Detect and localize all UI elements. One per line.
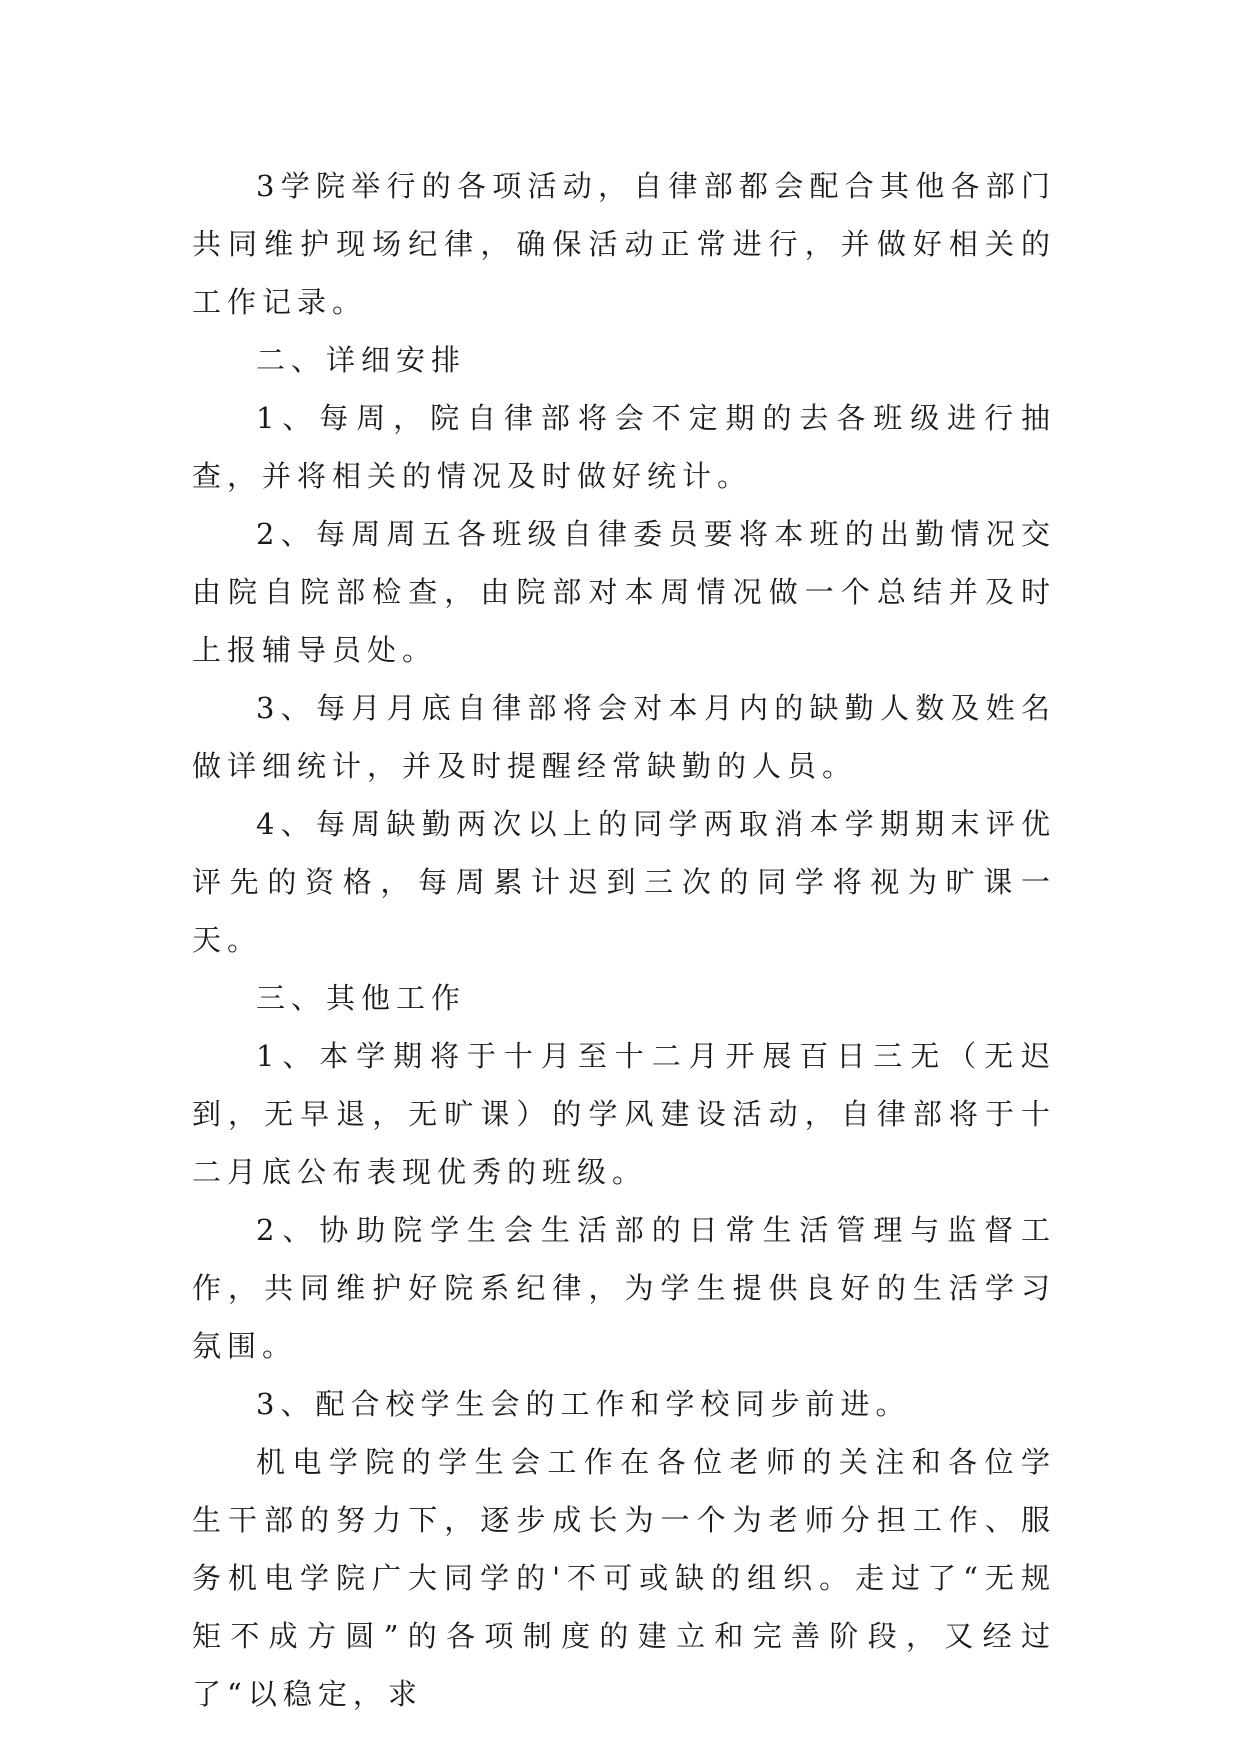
paragraph-absence-penalty: 4、每周缺勤两次以上的同学两取消本学期期末评优评先的资格，每周累计迟到三次的同学将视为旷课一天。 <box>192 807 1056 957</box>
paragraph-activities-discipline: 3学院举行的各项活动，自律部都会配合其他各部门共同维护现场纪律，确保活动正常进行，并做好相关的工作记录。 <box>192 169 1056 319</box>
paragraph-student-union-summary: 机电学院的学生会工作在各位老师的关注和各位学生干部的努力下，逐步成长为一个为老师分担工作、服务机电学院广大同学的'不可或缺的组织。走过了“无规矩不成方圆”的各项制度的建立和完善阶段，又经过了“以稳定，求 <box>192 1445 1056 1711</box>
paragraph-monthly-statistics: 3、每月月底自律部将会对本月内的缺勤人数及姓名做详细统计，并及时提醒经常缺勤的人员。 <box>192 691 1056 783</box>
paragraph-weekly-inspection: 1、每周，院自律部将会不定期的去各班级进行抽查，并将相关的情况及时做好统计。 <box>192 401 1056 493</box>
section-heading-other-work: 三、其他工作 <box>256 981 467 1015</box>
document-body <box>192 157 1056 1723</box>
paragraph-friday-attendance: 2、每周周五各班级自律委员要将本班的出勤情况交由院自院部检查，由院部对本周情况做一个总结并及时上报辅导员处。 <box>192 517 1056 667</box>
paragraph-assist-life-department: 2、协助院学生会生活部的日常生活管理与监督工作，共同维护好院系纪律，为学生提供良好的生活学习氛围。 <box>192 1213 1056 1363</box>
paragraph-hundred-days-campaign: 1、本学期将于十月至十二月开展百日三无（无迟到，无早退，无旷课）的学风建设活动，自律部将于十二月底公布表现优秀的班级。 <box>192 1039 1056 1189</box>
paragraph-cooperate-school-union: 3、配合校学生会的工作和学校同步前进。 <box>256 1387 911 1421</box>
section-heading-detailed-arrangement: 二、详细安排 <box>256 343 467 377</box>
